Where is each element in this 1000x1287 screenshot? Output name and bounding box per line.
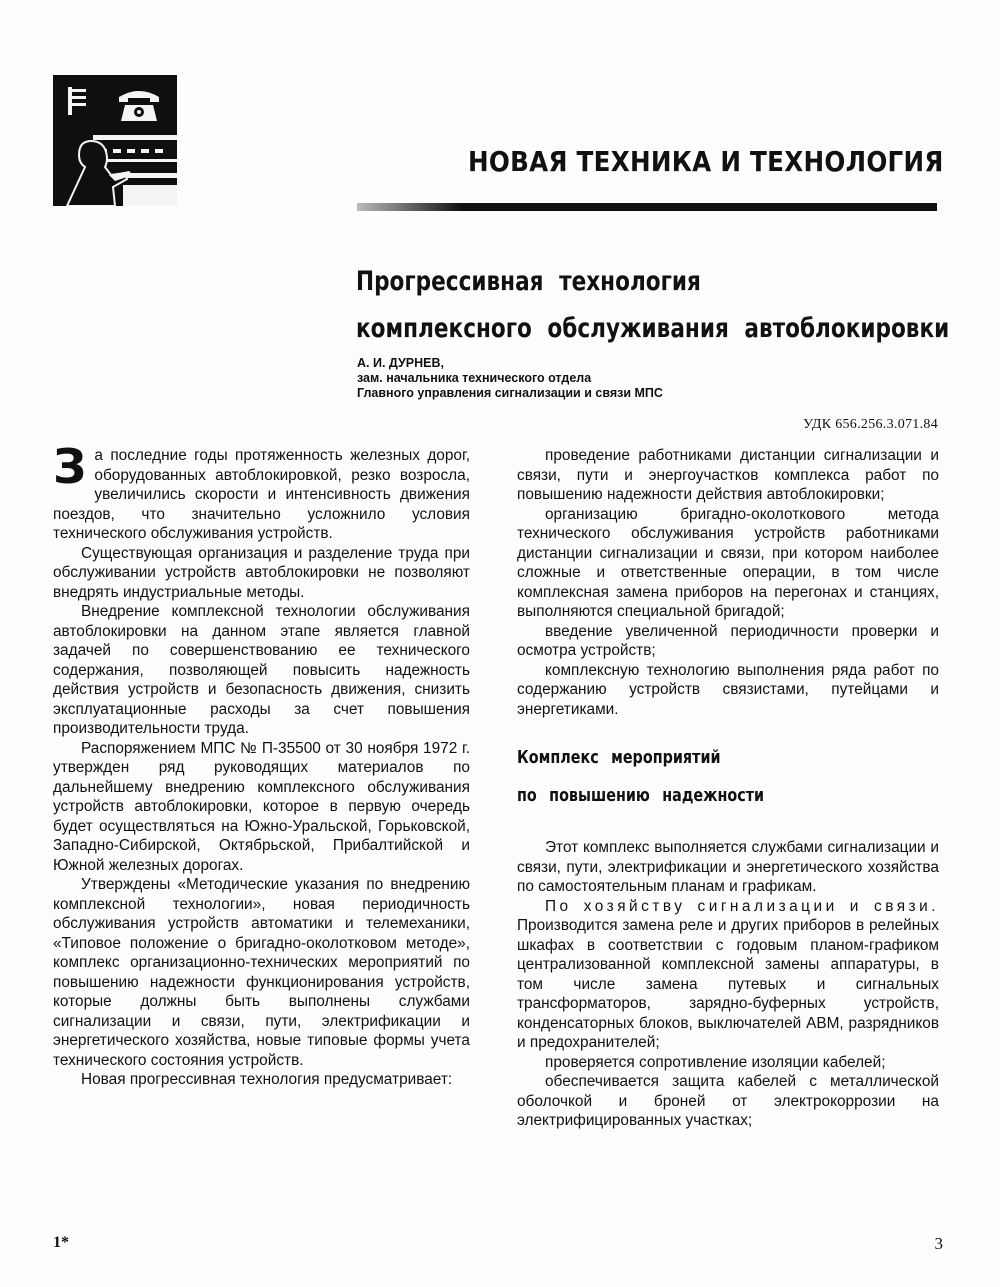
paragraph: проведение работниками дистанции сигнализации и связи, пути и энергоучастков комплекса работ по повышению надежности действия автоблокировки;: [517, 447, 939, 503]
paragraph: Существующая организация и разделение труда при обслуживании устройств автоблокировки не позволяют внедрять индустриальные методы.: [53, 544, 470, 601]
section-logo: [53, 75, 177, 206]
left-column: [53, 440, 470, 1090]
author-name: А. И. ДУРНЕВ,: [357, 356, 444, 370]
paragraph: комплексную технологию выполнения ряда работ по содержанию устройств связистами, путейцами и энергетиками.: [517, 661, 939, 718]
right-column: [517, 446, 939, 1131]
paragraph: [517, 897, 939, 1053]
article-title: [356, 258, 949, 352]
paragraph: организацию бригадно-околоткового метода технического обслуживания устройств работниками дистанции сигнализации и связи, при котором наиболее сложные и ответственные операции, в том числе комплексная замена приборов на перегонах и станциях, выполняются специальной бригадой;: [517, 505, 939, 620]
article-title-line-1: Прогрессивная технология: [356, 266, 701, 297]
paragraph-text: Производится замена реле и других приборов в релейных шкафах в соответствии с годовым планом-графиком централизованной комплексной замены аппаратуры, в том числе замена путевых и сигнальных трансформаторов, зарядно-буферных устройств, конденсаторных блоков, выключателей АВМ, разрядников и предохранителей;: [517, 917, 939, 1051]
drop-cap: З: [53, 440, 87, 495]
author-position: зам. начальника технического отдела: [357, 371, 592, 385]
author-block: [357, 356, 777, 401]
spaced-lead-text: По хозяйству сигнализации и связи.: [545, 897, 939, 915]
subheading-line-2: по повышению надежности: [517, 785, 765, 806]
subheading-line-1: Комплекс мероприятий: [517, 748, 721, 768]
paragraph: обеспечивается защита кабелей с металлической оболочкой и броней от электрокоррозии на электрифицированных участках;: [517, 1073, 939, 1129]
paragraph: Этот комплекс выполняется службами сигнализации и связи, пути, электрификации и энергетического хозяйства по самостоятельным планам и графикам.: [517, 839, 939, 895]
paragraph: введение увеличенной периодичности проверки и осмотра устройств;: [517, 622, 939, 659]
author-organization: Главного управления сигнализации и связи МПС: [357, 386, 663, 400]
udk-code: УДК 656.256.3.071.84: [803, 417, 938, 432]
signature-mark: 1*: [53, 1234, 69, 1251]
page-number: 3: [934, 1234, 943, 1253]
article-title-line-2: комплексного обслуживания автоблокировки: [356, 313, 950, 344]
paragraph: Утверждены «Методические указания по внедрению комплексной технологии», новая периодичность обслуживания устройств автоматики и телемеханики, «Типовое положение о бригадно-околотковом методе», комплекс организационно-технических мероприятий по повышению надежности функционирования устройств, которые должны быть выполнены службами сигнализации и связи, пути, электрификации и энергетического хозяйства, новые типовые формы учета технического состояния устройств.: [53, 876, 470, 1069]
paragraph: Новая прогрессивная технология предусматривает:: [81, 1071, 453, 1088]
paragraph: Внедрение комплексной технологии обслуживания автоблокировки на данном этапе является главной задачей по совершенствованию ее технического содержания, позволяющей повысить надежность действия устройств и безопасность движения, снизить эксплуатационные расходы за счет повышения производительности труда.: [53, 603, 470, 737]
section-title: НОВАЯ ТЕХНИКА И ТЕХНОЛОГИЯ: [468, 145, 944, 178]
paragraph: Распоряжением МПС № П-35500 от 30 ноября 1972 г. утвержден ряд руководящих материалов по дальнейшему внедрению комплексного обслуживания устройств автоблокировки, которое в первую очередь будет осуществляться на Южно-Уральской, Горьковской, Западно-Сибирской, Октябрьской, Прибалтийской и Южной железных дорогах.: [53, 739, 470, 874]
paragraph: проверяется сопротивление изоляции кабелей;: [545, 1053, 886, 1071]
paragraph-text: а последние годы протяженность железных дорог, оборудованных автоблокировкой, резко возросла, увеличились скорости и интенсивность движения поездов, что значительно усложнило условия технического обслуживания устройств.: [53, 447, 470, 542]
telephone-operator-icon: [53, 75, 177, 206]
paragraph: [53, 440, 470, 544]
section-rule: [357, 203, 937, 211]
